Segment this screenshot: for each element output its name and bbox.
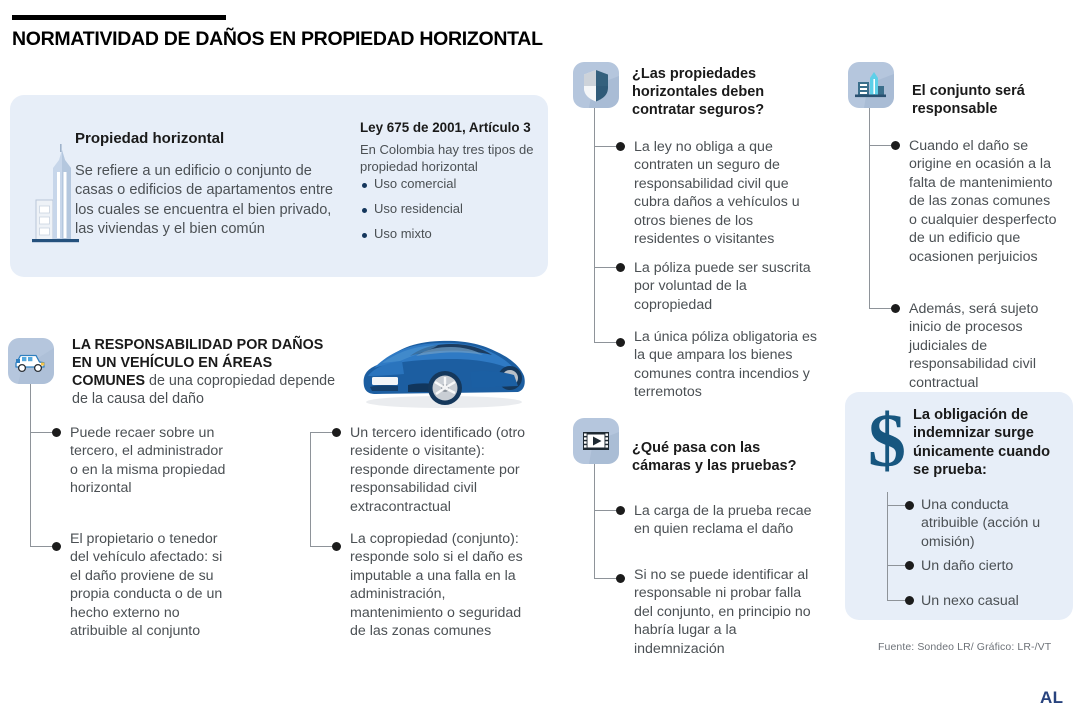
bullet-dot bbox=[616, 506, 625, 515]
video-film-icon bbox=[573, 418, 619, 464]
conjunto-connector-vline bbox=[869, 108, 870, 308]
car-icon bbox=[8, 338, 54, 384]
bullet-dot bbox=[616, 574, 625, 583]
vehiculo-left-connector-hline bbox=[30, 432, 52, 433]
seguros-heading: ¿Las propiedades horizontales deben contratar seguros? bbox=[632, 66, 765, 118]
bullet-dot bbox=[52, 428, 61, 437]
camaras-connector-vline bbox=[594, 464, 595, 578]
indemnizar-item-0: Una conducta atribuible (acción u omisión) bbox=[921, 497, 1041, 550]
page-title: NORMATIVIDAD DE DAÑOS EN PROPIEDAD HORIZONTAL bbox=[12, 28, 543, 50]
bullet-dot bbox=[905, 596, 914, 605]
indemnizar-connector-hline bbox=[887, 565, 905, 566]
vehiculo-left-item-1: El propietario o tenedor del vehículo afectado: si el daño proviene de su propia conducta o de un hecho externo no atribuible al conjunto bbox=[70, 531, 223, 640]
law-heading: Ley 675 de 2001, Artículo 3 bbox=[360, 120, 531, 135]
panel-propiedad-body: Se refiere a un edificio o conjunto de casas o edificios de apartamentos entre los cuales se encuentra el bien privado, las viviendas y el bien común bbox=[75, 163, 333, 238]
camaras-item-0: La carga de la prueba recae en quien reclama el daño bbox=[634, 503, 812, 538]
seguros-connector-hline bbox=[594, 342, 616, 343]
bullet-dot bbox=[52, 542, 61, 551]
bullet-dot bbox=[616, 142, 625, 151]
seguros-connector-hline bbox=[594, 267, 616, 268]
law-item-1: Uso residencial bbox=[374, 201, 463, 216]
conjunto-connector-hline bbox=[869, 145, 891, 146]
bullet-dot bbox=[616, 338, 625, 347]
camaras-connector-hline bbox=[594, 510, 616, 511]
indemnizar-item-2: Un nexo casual bbox=[921, 593, 1019, 609]
indemnizar-item-1: Un daño cierto bbox=[921, 558, 1014, 574]
law-bullet-dot bbox=[362, 183, 367, 188]
law-intro: En Colombia hay tres tipos de propiedad horizontal bbox=[360, 142, 534, 174]
seguros-item-1: La póliza puede ser suscrita por voluntad de la copropiedad bbox=[634, 260, 811, 313]
vehiculo-left-connector-hline bbox=[30, 546, 52, 547]
seguros-item-0: La ley no obliga a que contraten un seguro de responsabilidad civil que cubra daños a vehículos u otros bienes de los residentes o visitantes bbox=[634, 139, 800, 248]
vehiculo-heading-rest: de una copropiedad depende de la causa del daño bbox=[72, 373, 336, 407]
conjunto-heading: El conjunto será responsable bbox=[912, 83, 1025, 117]
seguros-connector-hline bbox=[594, 146, 616, 147]
bullet-dot bbox=[332, 428, 341, 437]
conjunto-item-1: Además, será sujeto inicio de procesos judiciales de responsabilidad civil contractual bbox=[909, 301, 1039, 391]
al-logo: AL bbox=[1040, 688, 1064, 707]
blue-sports-car-photo bbox=[352, 330, 532, 415]
law-item-0: Uso comercial bbox=[374, 176, 457, 191]
panel-propiedad-heading: Propiedad horizontal bbox=[75, 130, 225, 147]
vehiculo-heading-bold: LA RESPONSABILIDAD POR DAÑOS EN UN VEHÍCULO EN ÁREAS COMUNES bbox=[72, 337, 324, 389]
law-item-2: Uso mixto bbox=[374, 226, 432, 241]
camaras-heading: ¿Qué pasa con las cámaras y las pruebas? bbox=[632, 440, 797, 474]
indemnizar-connector-vline bbox=[887, 492, 888, 600]
bullet-dot bbox=[905, 561, 914, 570]
law-bullet-dot bbox=[362, 233, 367, 238]
bullet-dot bbox=[616, 263, 625, 272]
conjunto-item-0: Cuando el daño se origine en ocasión a la falta de mantenimiento de las zonas comunes o cualquier desperfecto de un edificio que ocasionen perjuicios bbox=[909, 138, 1057, 265]
conjunto-connector-hline bbox=[869, 308, 891, 309]
svg-text:$: $ bbox=[868, 400, 906, 482]
vehiculo-right-item-0: Un tercero identificado (otro residente o visitante): responde directamente por responsabilidad civil extracontractual bbox=[350, 425, 526, 515]
camaras-item-1: Si no se puede identificar al responsable ni probar falla del conjunto, en principio no habría lugar a la indemnización bbox=[634, 567, 811, 657]
indemnizar-heading: La obligación de indemnizar surge únicamente cuando se prueba: bbox=[913, 407, 1051, 479]
dollar-sign-icon bbox=[863, 400, 911, 487]
law-bullet-dot bbox=[362, 208, 367, 213]
buildings-icon bbox=[848, 62, 894, 108]
seguros-connector-vline bbox=[594, 108, 595, 342]
bullet-dot bbox=[905, 501, 914, 510]
vehiculo-left-item-0: Puede recaer sobre un tercero, el administrador o en la misma propiedad horizontal bbox=[70, 425, 226, 497]
vehiculo-right-connector-hline bbox=[310, 546, 332, 547]
shield-icon bbox=[573, 62, 619, 108]
bullet-dot bbox=[891, 304, 900, 313]
vehiculo-right-item-1: La copropiedad (conjunto): responde solo si el daño es imputable a una falla en la administración, mantenimiento o seguridad de las zonas comunes bbox=[350, 531, 523, 640]
title-rule bbox=[12, 15, 226, 20]
bullet-dot bbox=[332, 542, 341, 551]
bullet-dot bbox=[891, 141, 900, 150]
panel-indemnizar bbox=[845, 392, 1073, 620]
indemnizar-connector-hline bbox=[887, 600, 905, 601]
seguros-item-2: La única póliza obligatoria es la que ampara los bienes comunes contra incendios y terremotos bbox=[634, 329, 817, 401]
panel-propiedad-horizontal bbox=[10, 95, 548, 277]
vehiculo-right-connector-vline bbox=[310, 432, 311, 546]
indemnizar-connector-hline bbox=[887, 505, 905, 506]
vehiculo-right-connector-hline bbox=[310, 432, 332, 433]
source-note: Fuente: Sondeo LR/ Gráfico: LR-/VT bbox=[878, 641, 1052, 653]
vehiculo-heading bbox=[72, 336, 340, 408]
vehiculo-left-connector-vline bbox=[30, 384, 31, 547]
camaras-connector-hline bbox=[594, 578, 616, 579]
